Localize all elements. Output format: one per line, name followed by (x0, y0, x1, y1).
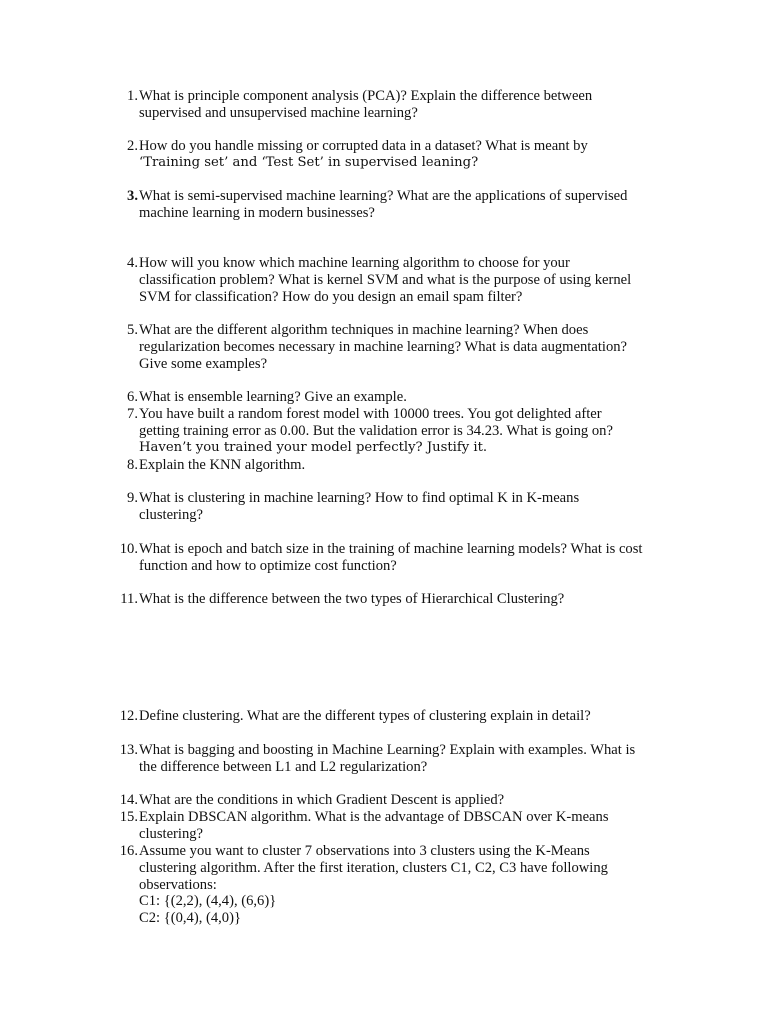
question-4 (110, 255, 700, 305)
question-number: 2. (127, 138, 138, 154)
question-text-line: the difference between L1 and L2 regularization? (139, 758, 428, 775)
question-text-line: supervised and unsupervised machine learning? (139, 104, 418, 121)
question-text-line: C1: {(2,2), (4,4), (6,6)} (139, 893, 277, 910)
question-text-line: What is semi-supervised machine learning? What are the applications of supervised (139, 188, 628, 204)
question-text-line: Explain DBSCAN algorithm. What is the advantage of DBSCAN over K-means (139, 809, 609, 825)
question-number: 11. (120, 591, 138, 607)
question-text-line: ‘Training set’ and ‘Test Set’ in supervised leaning? (139, 154, 479, 170)
question-text-line: Haven’t you trained your model perfectly? Justify it. (139, 439, 488, 455)
question-number: 14. (119, 792, 138, 808)
question-text-line: How do you handle missing or corrupted data in a dataset? What is meant by (139, 138, 588, 154)
question-text-line: regularization becomes necessary in machine learning? What is data augmentation? (139, 338, 628, 355)
question-text-line: Explain the KNN algorithm. (139, 457, 306, 473)
question-number: 15. (119, 809, 138, 825)
question-text-line: Give some examples? (139, 355, 268, 372)
question-number: 12. (119, 708, 138, 724)
question-text-line: What is epoch and batch size in the training of machine learning models? What is cost (139, 541, 643, 557)
question-text-line: SVM for classification? How do you design an email spam filter? (139, 288, 523, 305)
question-9 (110, 490, 700, 524)
question-number: 1. (127, 88, 138, 104)
question-number: 5. (127, 322, 138, 338)
question-2 (110, 138, 700, 172)
question-number: 3. (127, 188, 138, 204)
question-8 (110, 457, 700, 474)
question-16 (110, 843, 700, 927)
question-5 (110, 322, 700, 372)
question-11 (110, 591, 700, 608)
question-14 (110, 792, 700, 809)
question-text-line: What are the different algorithm techniques in machine learning? When does (139, 322, 589, 338)
question-text-line: What is bagging and boosting in Machine Learning? Explain with examples. What is (139, 742, 636, 758)
question-text-line: getting training error as 0.00. But the validation error is 34.23. What is going on? (139, 422, 613, 439)
question-number: 16. (119, 843, 138, 859)
question-number: 7. (127, 406, 138, 422)
question-10 (110, 541, 700, 575)
question-3 (110, 188, 700, 222)
question-text-line: clustering? (139, 825, 204, 842)
question-number: 10. (119, 541, 138, 557)
question-text-line: Assume you want to cluster 7 observations into 3 clusters using the K-Means (139, 843, 590, 859)
question-text-line: What is ensemble learning? Give an example. (139, 389, 407, 405)
question-15 (110, 809, 700, 843)
question-text-line: How will you know which machine learning algorithm to choose for your (139, 255, 570, 271)
question-text-line: What is principle component analysis (PCA)? Explain the difference between (139, 88, 593, 104)
question-text-line: machine learning in modern businesses? (139, 204, 375, 221)
question-13 (110, 742, 700, 776)
question-text-line: You have built a random forest model with 10000 trees. You got delighted after (139, 406, 602, 422)
question-1 (110, 88, 700, 122)
question-text-line: C2: {(0,4), (4,0)} (139, 910, 241, 927)
question-text-line: observations: (139, 876, 217, 893)
question-7 (110, 406, 700, 456)
question-6 (110, 389, 700, 406)
question-text-line: clustering algorithm. After the first iteration, clusters C1, C2, C3 have following (139, 859, 608, 876)
question-12 (110, 708, 700, 725)
question-text-line: What is the difference between the two types of Hierarchical Clustering? (139, 591, 565, 607)
question-text-line: clustering? (139, 506, 204, 523)
question-text-line: classification problem? What is kernel SVM and what is the purpose of using kernel (139, 271, 632, 288)
question-number: 9. (127, 490, 138, 506)
question-text-line: What is clustering in machine learning? How to find optimal K in K-means (139, 490, 580, 506)
question-number: 4. (127, 255, 138, 271)
question-text-line: function and how to optimize cost function? (139, 557, 397, 574)
question-text-line: What are the conditions in which Gradient Descent is applied? (139, 792, 505, 808)
question-number: 6. (127, 389, 138, 405)
question-number: 8. (127, 457, 138, 473)
question-number: 13. (119, 742, 138, 758)
question-text-line: Define clustering. What are the different types of clustering explain in detail? (139, 708, 591, 724)
